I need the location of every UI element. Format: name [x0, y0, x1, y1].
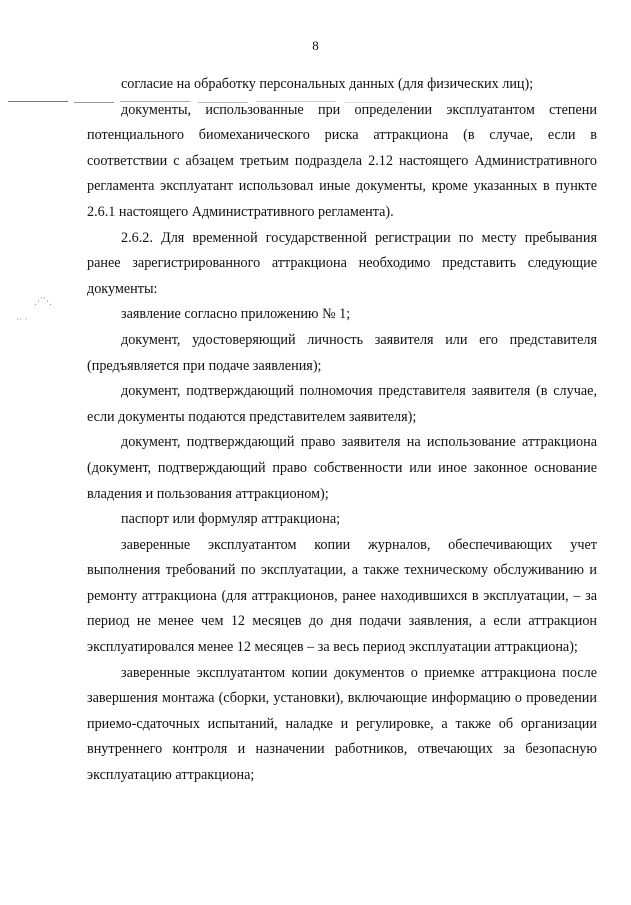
scan-mark: ·· · — [16, 315, 28, 325]
paragraph: 2.6.2. Для временной государственной регистрации по месту пребывания ранее зарегистрированного аттракциона необходимо представить следующие документы: — [87, 229, 597, 297]
paragraph: паспорт или формуляр аттракциона; — [121, 511, 341, 528]
page-number: 8 — [312, 38, 319, 53]
document-body — [87, 72, 597, 789]
scan-mark: ⋰⋱ — [34, 297, 52, 307]
paragraph: документы, использованные при определении эксплуатантом степени потенциального биомеханического риска аттракциона (в случае, если в соответствии с абзацем третьим подраздела 2.12 настоящего Административного регламента эксплуатант использовал иные документы, кроме указанных в пункте 2.6.1 настоящего Административного регламента). — [87, 101, 597, 220]
paragraph: заверенные эксплуатантом копии документов о приемке аттракциона после завершения монтажа (сборки, установки), включающие информацию о проведении приемо-сдаточных испытаний, наладке и регулировке, а также об организации внутреннего контроля и назначении работников, отвечающих за безопасную эксплуатацию аттракциона; — [87, 664, 597, 784]
paragraph: документ, удостоверяющий личность заявителя или его представителя (предъявляется при подаче заявления); — [87, 331, 597, 374]
paragraph: заверенные эксплуатантом копии журналов, обеспечивающих учет выполнения требований по эксплуатации, а также техническому обслуживанию и ремонту аттракциона (для аттракционов, ранее находившихся в эксплуатации, – за период не менее чем 12 месяцев до дня подачи заявления, а если аттракцион эксплуатировался менее 12 месяцев – за весь период эксплуатации аттракциона); — [87, 536, 597, 656]
paragraph: документ, подтверждающий право заявителя на использование аттракциона (документ, подтверждающий право собственности или иное законное основание владения и пользования аттракционом); — [87, 434, 597, 502]
paragraph: заявление согласно приложению № 1; — [121, 306, 351, 323]
paragraph: документ, подтверждающий полномочия представителя заявителя (в случае, если документы подаются представителем заявителя); — [87, 383, 597, 425]
paragraph: согласие на обработку персональных данных (для физических лиц); — [121, 76, 534, 92]
